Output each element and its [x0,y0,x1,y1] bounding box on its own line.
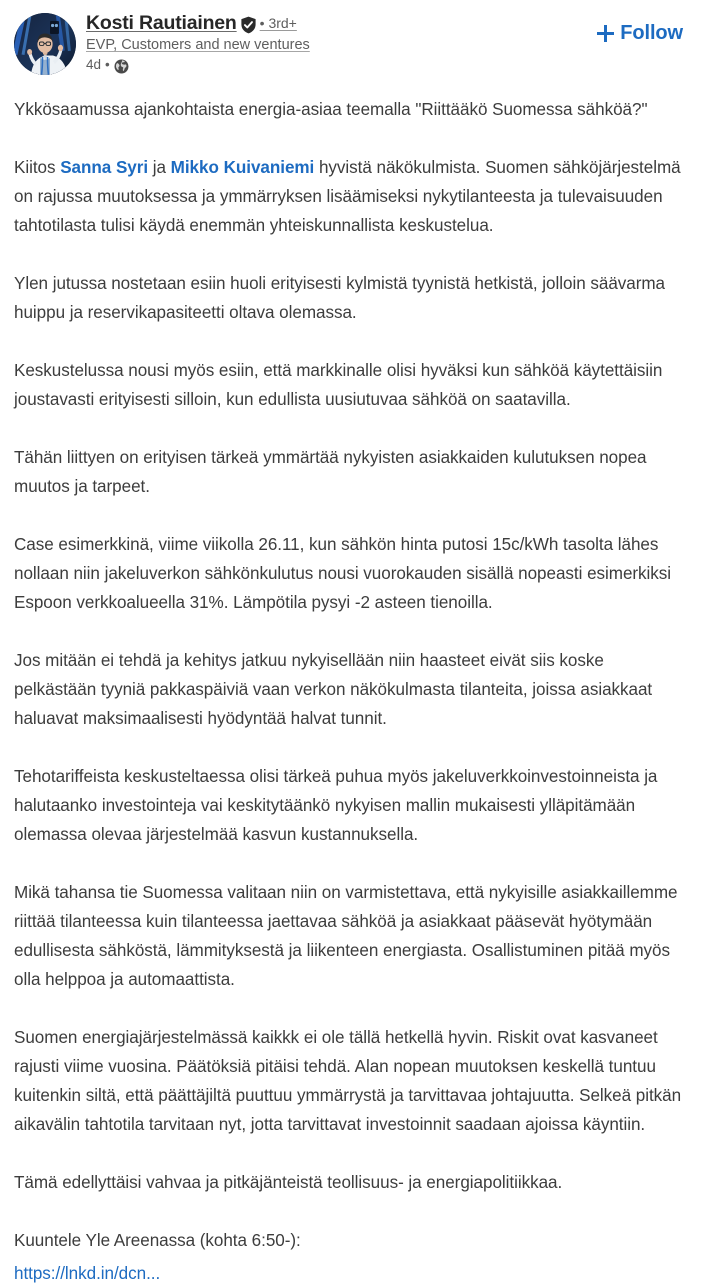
post-paragraph [14,269,689,327]
post-paragraph [14,878,689,994]
post-text: Ykkösaamussa ajankohtaista energia-asiaa teemalla "Riittääkö Suomessa sähköä?" [14,100,648,119]
post-paragraph [14,153,689,240]
post-text: Kiitos [14,158,61,177]
post-paragraph [14,530,689,617]
follow-button[interactable] [591,18,689,49]
author-headline: EVP, Customers and new ventures [86,37,310,54]
post-paragraph [14,762,689,849]
post-timestamp: 4d [86,56,102,72]
post-text: Tehotariffeista keskusteltaessa olisi tärkeä puhua myös jakeluverkkoinvestoinneista ja halutaanko investointeja vai keskitytäänkö nykyisen mallin mukaisesti ylläpitämään olemassa olevaa järjestelmää kasvun kustannuksella. [14,767,663,844]
post-text: Mikä tahansa tie Suomessa valitaan niin on varmistettava, että nykyisille asiakkaillemme riittää tilanteessa kuin tilanteessa jaettavaa sähköä ja asiakkaat pääsevät hyötymään edullisesta sähköstä, lämmityksestä ja liikenteen energiasta. Osallistuminen pitää myös olla helppoa ja automaattista. [14,883,683,989]
post-text: Tähän liittyen on erityisen tärkeä ymmärtää nykyisten asiakkaiden kulutuksen nopea muutos ja tarpeet. [14,448,652,496]
post-text: hyvistä näkökulmista. Suomen sähköjärjestelmä on rajussa muutoksessa ja ymmärryksen lisäämiseksi nykytilanteesta ja tulevaisuuden tahtotilasta tulisi käydä enemmän yhteiskunnallista keskustelua. [14,158,686,235]
post-paragraph [14,646,689,733]
avatar-image [14,13,76,75]
post-meta-row [86,58,689,73]
meta-separator: • [105,56,110,72]
author-name[interactable]: Kosti Rautiainen [86,12,237,34]
post-paragraph [14,356,689,414]
post-text: Tämä edellyttäisi vahvaa ja pitkäjänteistä teollisuus- ja energiapolitiikkaa. [14,1173,563,1192]
verified-shield-icon [240,16,257,34]
globe-icon [114,59,129,74]
post-text: Jos mitään ei tehdä ja kehitys jatkuu nykyisellään niin haasteet eivät siis koske pelkästään tyyniä pakkaspäiviä vaan verkon näkökulmasta tilanteita, joissa asiakkaat haluavat maksimaalisesti hyödyntää halvat tunnit. [14,651,657,728]
mention-link[interactable]: Sanna Syri [60,158,149,177]
post-text: Suomen energiajärjestelmässä kaikkk ei ole tällä hetkellä hyvin. Riskit ovat kasvaneet rajusti viime vuosina. Päätöksiä pitäisi tehdä. Alan nopean muutoksen keskellä tuntuu kuitenkin siltä, että päättäjiltä puuttuu ymmärrystä ja tarvittavaa johtajuutta. Selkeä pitkän aikavälin tahtotila tarvitaan nyt, jotta tarvittavat investoinnit saadaan ajoissa käyntiin. [14,1028,686,1134]
post-body [0,95,703,1288]
post-text: Kuuntele Yle Areenassa (kohta 6:50-): [14,1231,301,1250]
post-paragraph [14,95,689,124]
follow-button-label: Follow [620,22,683,44]
post-paragraph [14,1226,689,1255]
post-text: Case esimerkkinä, viime viikolla 26.11, kun sähkön hinta putosi 15c/kWh tasolta lähes nollaan niin jakeluverkon sähkönkulutus nousi vuorokauden sisällä nopeasti esimerkiksi Espoon verkkoalueella 31%. Lämpötila pysyi -2 asteen tienoilla. [14,535,676,612]
post-paragraph [14,1259,689,1288]
post-paragraph [14,1023,689,1139]
post-paragraph [14,1168,689,1197]
post-text: Keskustelussa nousi myös esiin, että markkinalle olisi hyväksi kun sähköä käytettäisiin joustavasti erityisesti silloin, kun edullista uusiutuvaa sähköä on saatavilla. [14,361,668,409]
post-header [0,0,703,75]
avatar[interactable] [14,13,76,75]
plus-icon [597,25,614,42]
connection-degree: • 3rd+ [259,15,297,32]
mention-link[interactable]: Mikko Kuivaniemi [170,158,315,177]
post-paragraph [14,443,689,501]
external-link[interactable]: https://lnkd.in/dcn... [14,1264,161,1283]
post-text: ja [148,158,171,177]
post-text: Ylen jutussa nostetaan esiin huoli erityisesti kylmistä tyynistä hetkistä, jolloin säävarma huippu ja reservikapasiteetti oltava olemassa. [14,274,670,322]
